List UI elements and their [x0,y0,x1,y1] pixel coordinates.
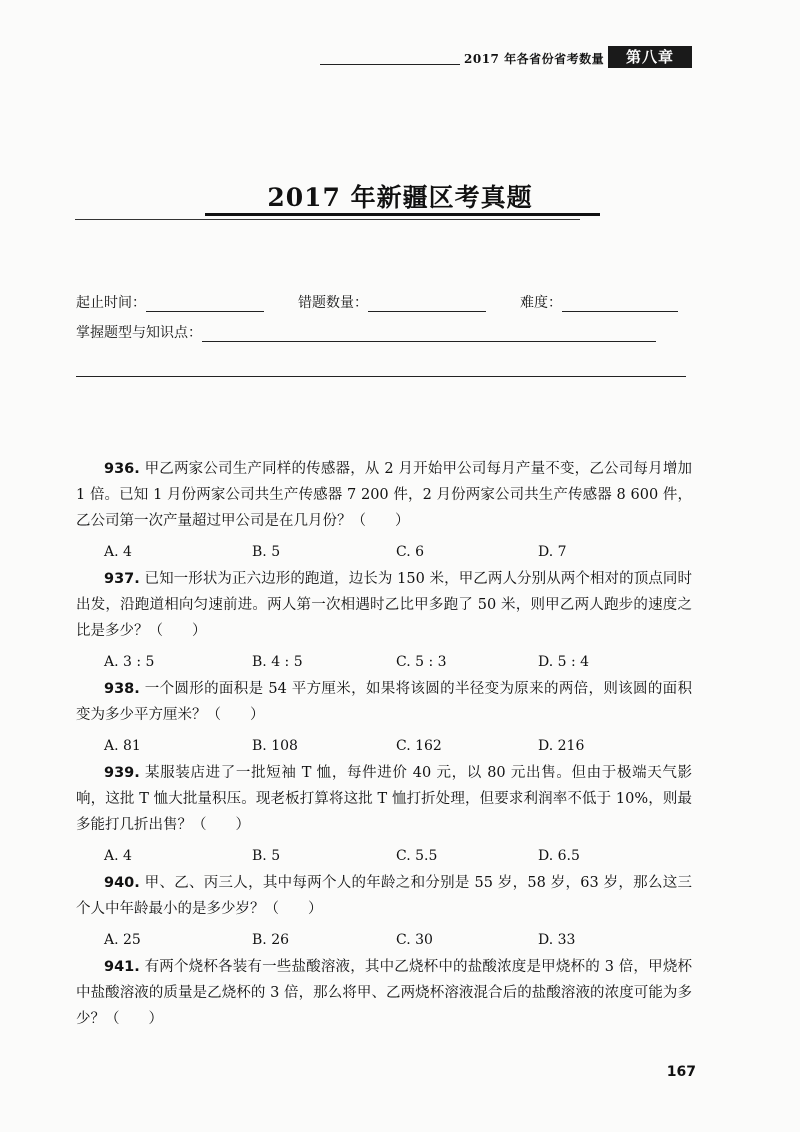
question-941 [76,954,692,1032]
question-stem: 有两个烧杯各装有一些盐酸溶液，其中乙烧杯中的盐酸浓度是甲烧杯的 3 倍，甲烧杯中盐酸溶液的质量是乙烧杯的 3 倍，那么将甲、乙两烧杯溶液混合后的盐酸溶液的浓度可能为多少？（ ） [76,959,693,1027]
question-stem: 某服装店进了一批短袖 T 恤，每件进价 40 元，以 80 元出售。但由于极端天气影响，这批 T 恤大批量积压。现老板打算将这批 T 恤打折处理，但要求利润率不低于 10%，则最多能打几折出售？（ ） [76,765,693,833]
option-a[interactable]: A. 4 [104,848,132,864]
option-d[interactable]: D. 5 : 4 [538,654,590,670]
question-text [76,760,692,838]
field-row-1 [76,292,688,322]
page-number: 167 [666,1064,696,1080]
option-c[interactable]: C. 162 [396,738,442,754]
option-a[interactable]: A. 4 [104,544,132,560]
option-c[interactable]: C. 6 [396,544,425,560]
title-underline-thick [205,213,600,216]
option-b[interactable]: B. 5 [252,544,281,560]
question-stem: 甲乙两家公司生产同样的传感器，从 2 月开始甲公司每月产量不变，乙公司每月增加 1 倍。已知 1 月份两家公司共生产传感器 7 200 件，2 月份两家公司共生产传感器 8 600 件，乙公司第一次产量超过甲公司是在几月份？（ ） [76,461,693,529]
option-b[interactable]: B. 108 [252,738,298,754]
option-d[interactable]: D. 33 [538,932,576,948]
question-text [76,676,692,728]
option-a[interactable]: A. 3 : 5 [104,654,155,670]
option-c[interactable]: C. 5 : 3 [396,654,447,670]
question-number: 940. [104,875,140,891]
header-rule [320,64,460,65]
question-stem: 已知一形状为正六边形的跑道，边长为 150 米，甲乙两人分别从两个相对的顶点同时出发，沿跑道相向匀速前进。两人第一次相遇时乙比甲多跑了 50 米，则甲乙两人跑步的速度之比是多少？（ ） [76,571,692,639]
question-937 [76,566,692,676]
question-number: 939. [104,765,140,781]
option-b[interactable]: B. 4 : 5 [252,654,303,670]
question-text [76,566,692,644]
knowledge-extra-line[interactable] [76,376,686,377]
wrong-count-blank[interactable] [368,295,486,312]
page-title: 2017 年新疆区考真题 [267,183,533,212]
question-939 [76,760,692,870]
question-stem: 一个圆形的面积是 54 平方厘米，如果将该圆的半径变为原来的两倍，则该圆的面积变为多少平方厘米？（ ） [76,681,693,723]
difficulty-label: 难度： [520,295,562,311]
question-text [76,954,692,1032]
option-row [76,646,692,676]
option-row [76,924,692,954]
option-row [76,840,692,870]
question-text [76,870,692,922]
question-number: 941. [104,959,140,975]
book-title: 2017 年各省份省考数量 [464,52,605,66]
question-936 [76,456,692,566]
question-number: 937. [104,571,140,587]
difficulty-blank[interactable] [562,295,678,312]
question-938 [76,676,692,760]
option-d[interactable]: D. 6.5 [538,848,580,864]
option-d[interactable]: D. 7 [538,544,567,560]
chapter-badge: 第八章 [608,46,692,68]
start-time-field[interactable] [76,292,264,312]
title-underline-thin [75,219,580,220]
start-time-blank[interactable] [146,295,264,312]
wrong-count-field[interactable] [298,292,486,312]
running-header [320,48,696,68]
knowledge-label: 掌握题型与知识点： [76,325,202,341]
option-row [76,536,692,566]
question-text [76,456,692,534]
start-time-label: 起止时间： [76,295,146,311]
question-number: 938. [104,681,140,697]
option-a[interactable]: A. 25 [104,932,141,948]
option-c[interactable]: C. 30 [396,932,433,948]
option-b[interactable]: B. 5 [252,848,281,864]
record-fields [76,292,688,352]
question-940 [76,870,692,954]
question-stem: 甲、乙、丙三人，其中每两个人的年龄之和分别是 55 岁，58 岁，63 岁，那么这三个人中年龄最小的是多少岁？（ ） [76,875,692,917]
question-list [76,456,692,1032]
option-a[interactable]: A. 81 [104,738,141,754]
option-c[interactable]: C. 5.5 [396,848,438,864]
field-row-2 [76,322,688,352]
knowledge-blank[interactable] [202,325,656,342]
wrong-count-label: 错题数量： [298,295,368,311]
option-b[interactable]: B. 26 [252,932,290,948]
option-row [76,730,692,760]
option-d[interactable]: D. 216 [538,738,585,754]
knowledge-field[interactable] [76,322,656,342]
question-number: 936. [104,461,140,477]
difficulty-field[interactable] [520,292,678,312]
